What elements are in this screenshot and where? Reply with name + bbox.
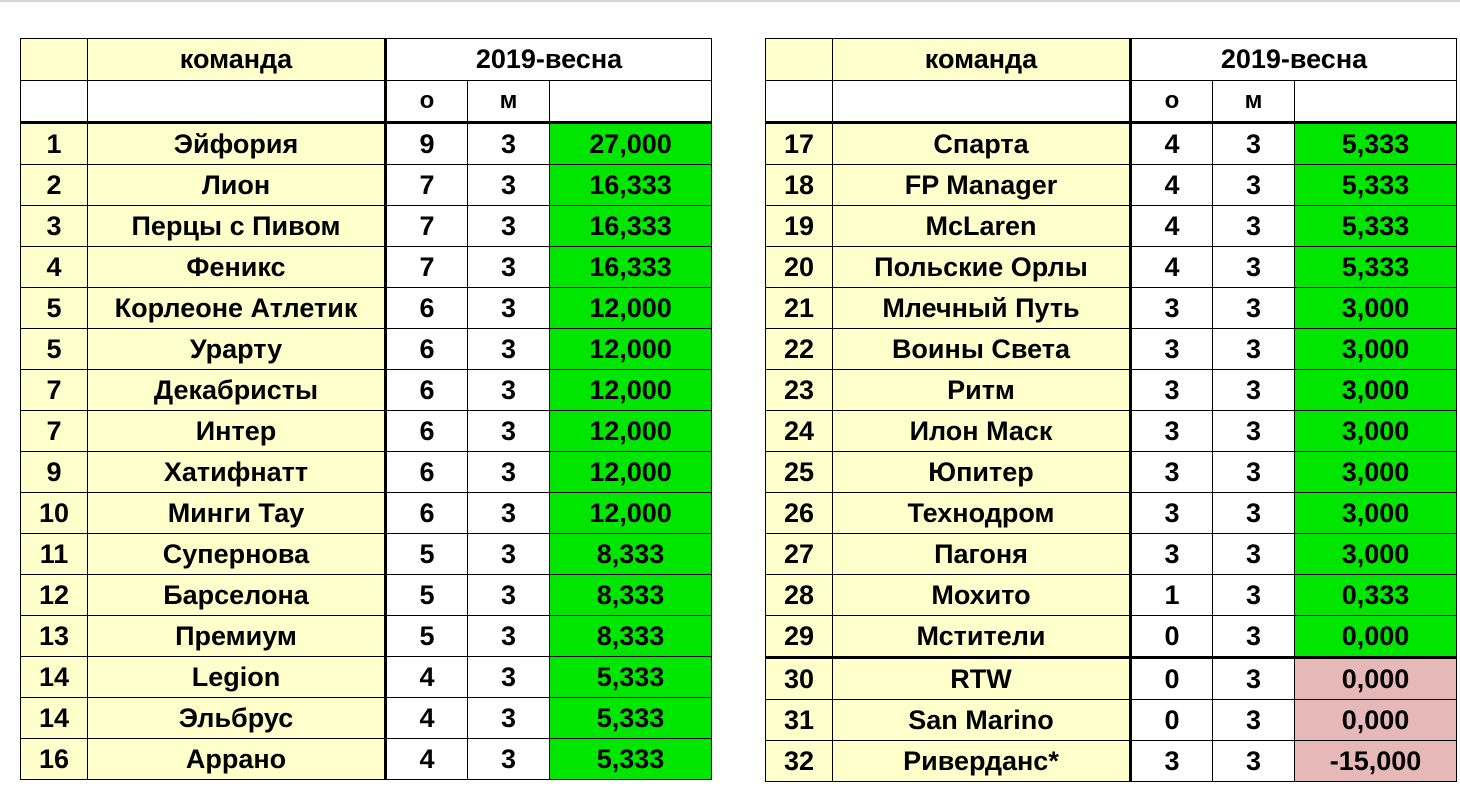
o-cell: 3 [1131, 452, 1213, 493]
value-cell: 12,000 [550, 288, 712, 329]
rank-cell: 7 [21, 370, 88, 411]
table-row [21, 288, 712, 329]
o-cell: 0 [1131, 616, 1213, 658]
subheader-row [766, 81, 1457, 123]
table-row [766, 329, 1457, 370]
header-row [21, 39, 712, 81]
team-name-cell: Хатифнатт [88, 452, 386, 493]
o-cell: 5 [386, 575, 468, 616]
team-name-cell: Мохито [833, 575, 1131, 616]
o-cell: 4 [1131, 206, 1213, 247]
m-cell: 3 [1213, 493, 1295, 534]
value-cell: 12,000 [550, 370, 712, 411]
rank-cell: 26 [766, 493, 833, 534]
team-name-cell: Ритм [833, 370, 1131, 411]
team-name-cell: Млечный Путь [833, 288, 1131, 329]
m-cell: 3 [1213, 452, 1295, 493]
standings-table-right [765, 38, 1457, 782]
table-row [21, 329, 712, 370]
team-name-cell: FP Manager [833, 165, 1131, 206]
rank-cell: 10 [21, 493, 88, 534]
m-header: м [1213, 81, 1295, 123]
table-row [766, 165, 1457, 206]
rank-cell: 27 [766, 534, 833, 575]
rank-cell: 23 [766, 370, 833, 411]
m-cell: 3 [1213, 247, 1295, 288]
value-cell: 5,333 [1295, 206, 1457, 247]
rank-cell: 20 [766, 247, 833, 288]
rank-cell: 24 [766, 411, 833, 452]
m-cell: 3 [468, 575, 550, 616]
team-name-cell: Спарта [833, 123, 1131, 165]
team-name-cell: Супернова [88, 534, 386, 575]
rank-cell: 11 [21, 534, 88, 575]
table-row [766, 247, 1457, 288]
value-cell: -15,000 [1295, 741, 1457, 782]
o-cell: 6 [386, 452, 468, 493]
o-cell: 7 [386, 247, 468, 288]
o-cell: 5 [386, 534, 468, 575]
rank-subheader-cell [766, 81, 833, 123]
table-row [21, 493, 712, 534]
value-subheader-cell [550, 81, 712, 123]
rank-cell: 12 [21, 575, 88, 616]
value-cell: 0,000 [1295, 658, 1457, 700]
rank-cell: 19 [766, 206, 833, 247]
team-name-cell: Эйфория [88, 123, 386, 165]
m-cell: 3 [1213, 658, 1295, 700]
rank-cell: 7 [21, 411, 88, 452]
value-cell: 5,333 [1295, 123, 1457, 165]
rank-cell: 4 [21, 247, 88, 288]
o-cell: 6 [386, 411, 468, 452]
m-cell: 3 [1213, 700, 1295, 741]
value-cell: 16,333 [550, 165, 712, 206]
table-row [766, 206, 1457, 247]
table-row [766, 534, 1457, 575]
value-cell: 5,333 [1295, 247, 1457, 288]
team-name-cell: McLaren [833, 206, 1131, 247]
rank-cell: 32 [766, 741, 833, 782]
o-cell: 4 [1131, 247, 1213, 288]
o-cell: 7 [386, 206, 468, 247]
value-cell: 3,000 [1295, 493, 1457, 534]
o-header: о [386, 81, 468, 123]
m-cell: 3 [1213, 575, 1295, 616]
team-name-cell: Перцы с Пивом [88, 206, 386, 247]
m-cell: 3 [1213, 329, 1295, 370]
team-name-cell: Интер [88, 411, 386, 452]
value-cell: 12,000 [550, 493, 712, 534]
team-name-cell: Мстители [833, 616, 1131, 658]
value-cell: 0,333 [1295, 575, 1457, 616]
rank-cell: 14 [21, 657, 88, 698]
value-cell: 16,333 [550, 206, 712, 247]
table-row [766, 658, 1457, 700]
value-cell: 8,333 [550, 575, 712, 616]
team-name-cell: Декабристы [88, 370, 386, 411]
team-name-cell: Илон Маск [833, 411, 1131, 452]
m-cell: 3 [468, 698, 550, 739]
value-cell: 5,333 [550, 739, 712, 780]
rank-cell: 16 [21, 739, 88, 780]
m-header: м [468, 81, 550, 123]
m-cell: 3 [468, 288, 550, 329]
rank-cell: 21 [766, 288, 833, 329]
m-cell: 3 [468, 370, 550, 411]
team-name-cell: San Marino [833, 700, 1131, 741]
m-cell: 3 [468, 165, 550, 206]
value-cell: 5,333 [550, 698, 712, 739]
team-name-cell: Аррано [88, 739, 386, 780]
o-cell: 0 [1131, 700, 1213, 741]
rank-cell: 31 [766, 700, 833, 741]
o-cell: 9 [386, 123, 468, 165]
team-name-cell: Пагоня [833, 534, 1131, 575]
m-cell: 3 [1213, 534, 1295, 575]
o-cell: 1 [1131, 575, 1213, 616]
m-cell: 3 [1213, 165, 1295, 206]
rank-cell: 30 [766, 658, 833, 700]
rank-cell: 25 [766, 452, 833, 493]
team-name-cell: Legion [88, 657, 386, 698]
o-cell: 3 [1131, 370, 1213, 411]
rank-subheader-cell [21, 81, 88, 123]
rank-cell: 18 [766, 165, 833, 206]
season-header: 2019-весна [1131, 39, 1457, 81]
table-row [766, 123, 1457, 165]
value-cell: 0,000 [1295, 616, 1457, 658]
o-cell: 3 [1131, 329, 1213, 370]
table-row [766, 575, 1457, 616]
m-cell: 3 [468, 329, 550, 370]
team-name-cell: Корлеоне Атлетик [88, 288, 386, 329]
table-row [21, 165, 712, 206]
value-cell: 12,000 [550, 411, 712, 452]
team-subheader-cell [833, 81, 1131, 123]
table-row [21, 411, 712, 452]
season-header: 2019-весна [386, 39, 712, 81]
value-cell: 3,000 [1295, 452, 1457, 493]
rank-cell: 14 [21, 698, 88, 739]
m-cell: 3 [1213, 206, 1295, 247]
value-cell: 12,000 [550, 329, 712, 370]
m-cell: 3 [468, 657, 550, 698]
m-cell: 3 [468, 411, 550, 452]
table-row [21, 123, 712, 165]
table-row [766, 411, 1457, 452]
value-cell: 3,000 [1295, 534, 1457, 575]
table-row [766, 700, 1457, 741]
value-cell: 3,000 [1295, 329, 1457, 370]
value-cell: 12,000 [550, 452, 712, 493]
rank-cell: 17 [766, 123, 833, 165]
o-header: о [1131, 81, 1213, 123]
m-cell: 3 [468, 247, 550, 288]
o-cell: 4 [1131, 165, 1213, 206]
m-cell: 3 [468, 452, 550, 493]
m-cell: 3 [1213, 288, 1295, 329]
o-cell: 3 [1131, 741, 1213, 782]
o-cell: 3 [1131, 288, 1213, 329]
team-name-cell: Феникс [88, 247, 386, 288]
rank-cell: 9 [21, 452, 88, 493]
table-row [21, 616, 712, 657]
value-cell: 3,000 [1295, 288, 1457, 329]
o-cell: 4 [386, 698, 468, 739]
m-cell: 3 [1213, 123, 1295, 165]
m-cell: 3 [1213, 370, 1295, 411]
rank-cell: 13 [21, 616, 88, 657]
team-name-cell: Технодром [833, 493, 1131, 534]
rank-header-cell [766, 39, 833, 81]
rank-cell: 22 [766, 329, 833, 370]
table-row [21, 657, 712, 698]
o-cell: 7 [386, 165, 468, 206]
o-cell: 5 [386, 616, 468, 657]
m-cell: 3 [468, 616, 550, 657]
value-cell: 5,333 [1295, 165, 1457, 206]
standings-table-left [20, 38, 712, 780]
value-subheader-cell [1295, 81, 1457, 123]
team-name-cell: Премиум [88, 616, 386, 657]
o-cell: 6 [386, 370, 468, 411]
m-cell: 3 [1213, 411, 1295, 452]
o-cell: 3 [1131, 411, 1213, 452]
value-cell: 8,333 [550, 534, 712, 575]
value-cell: 16,333 [550, 247, 712, 288]
table-row [21, 206, 712, 247]
rank-cell: 29 [766, 616, 833, 658]
rank-cell: 28 [766, 575, 833, 616]
table-row [21, 247, 712, 288]
team-name-cell: Воины Света [833, 329, 1131, 370]
o-cell: 3 [1131, 534, 1213, 575]
table-row [766, 493, 1457, 534]
rank-cell: 5 [21, 288, 88, 329]
header-row [766, 39, 1457, 81]
team-name-cell: RTW [833, 658, 1131, 700]
m-cell: 3 [468, 123, 550, 165]
value-cell: 27,000 [550, 123, 712, 165]
table-row [766, 288, 1457, 329]
team-name-cell: Эльбрус [88, 698, 386, 739]
table-row [766, 370, 1457, 411]
value-cell: 8,333 [550, 616, 712, 657]
m-cell: 3 [468, 534, 550, 575]
table-row [21, 575, 712, 616]
table-row [21, 739, 712, 780]
team-name-cell: Польские Орлы [833, 247, 1131, 288]
table-row [766, 741, 1457, 782]
o-cell: 4 [386, 657, 468, 698]
team-name-cell: Лион [88, 165, 386, 206]
o-cell: 6 [386, 288, 468, 329]
team-name-cell: Урарту [88, 329, 386, 370]
table-row [21, 370, 712, 411]
table-row [21, 452, 712, 493]
m-cell: 3 [468, 493, 550, 534]
team-header: команда [833, 39, 1131, 81]
table-row [21, 534, 712, 575]
o-cell: 0 [1131, 658, 1213, 700]
o-cell: 4 [386, 739, 468, 780]
m-cell: 3 [1213, 616, 1295, 658]
value-cell: 3,000 [1295, 411, 1457, 452]
table-row [766, 616, 1457, 658]
value-cell: 5,333 [550, 657, 712, 698]
rank-cell: 2 [21, 165, 88, 206]
o-cell: 6 [386, 329, 468, 370]
top-divider [0, 0, 1460, 2]
subheader-row [21, 81, 712, 123]
rank-cell: 3 [21, 206, 88, 247]
m-cell: 3 [468, 739, 550, 780]
team-name-cell: Минги Тау [88, 493, 386, 534]
team-header: команда [88, 39, 386, 81]
table-row [21, 698, 712, 739]
m-cell: 3 [468, 206, 550, 247]
o-cell: 4 [1131, 123, 1213, 165]
team-name-cell: Барселона [88, 575, 386, 616]
team-name-cell: Риверданс* [833, 741, 1131, 782]
rank-header-cell [21, 39, 88, 81]
team-name-cell: Юпитер [833, 452, 1131, 493]
rank-cell: 1 [21, 123, 88, 165]
value-cell: 3,000 [1295, 370, 1457, 411]
o-cell: 6 [386, 493, 468, 534]
o-cell: 3 [1131, 493, 1213, 534]
team-subheader-cell [88, 81, 386, 123]
m-cell: 3 [1213, 741, 1295, 782]
value-cell: 0,000 [1295, 700, 1457, 741]
table-row [766, 452, 1457, 493]
rank-cell: 5 [21, 329, 88, 370]
